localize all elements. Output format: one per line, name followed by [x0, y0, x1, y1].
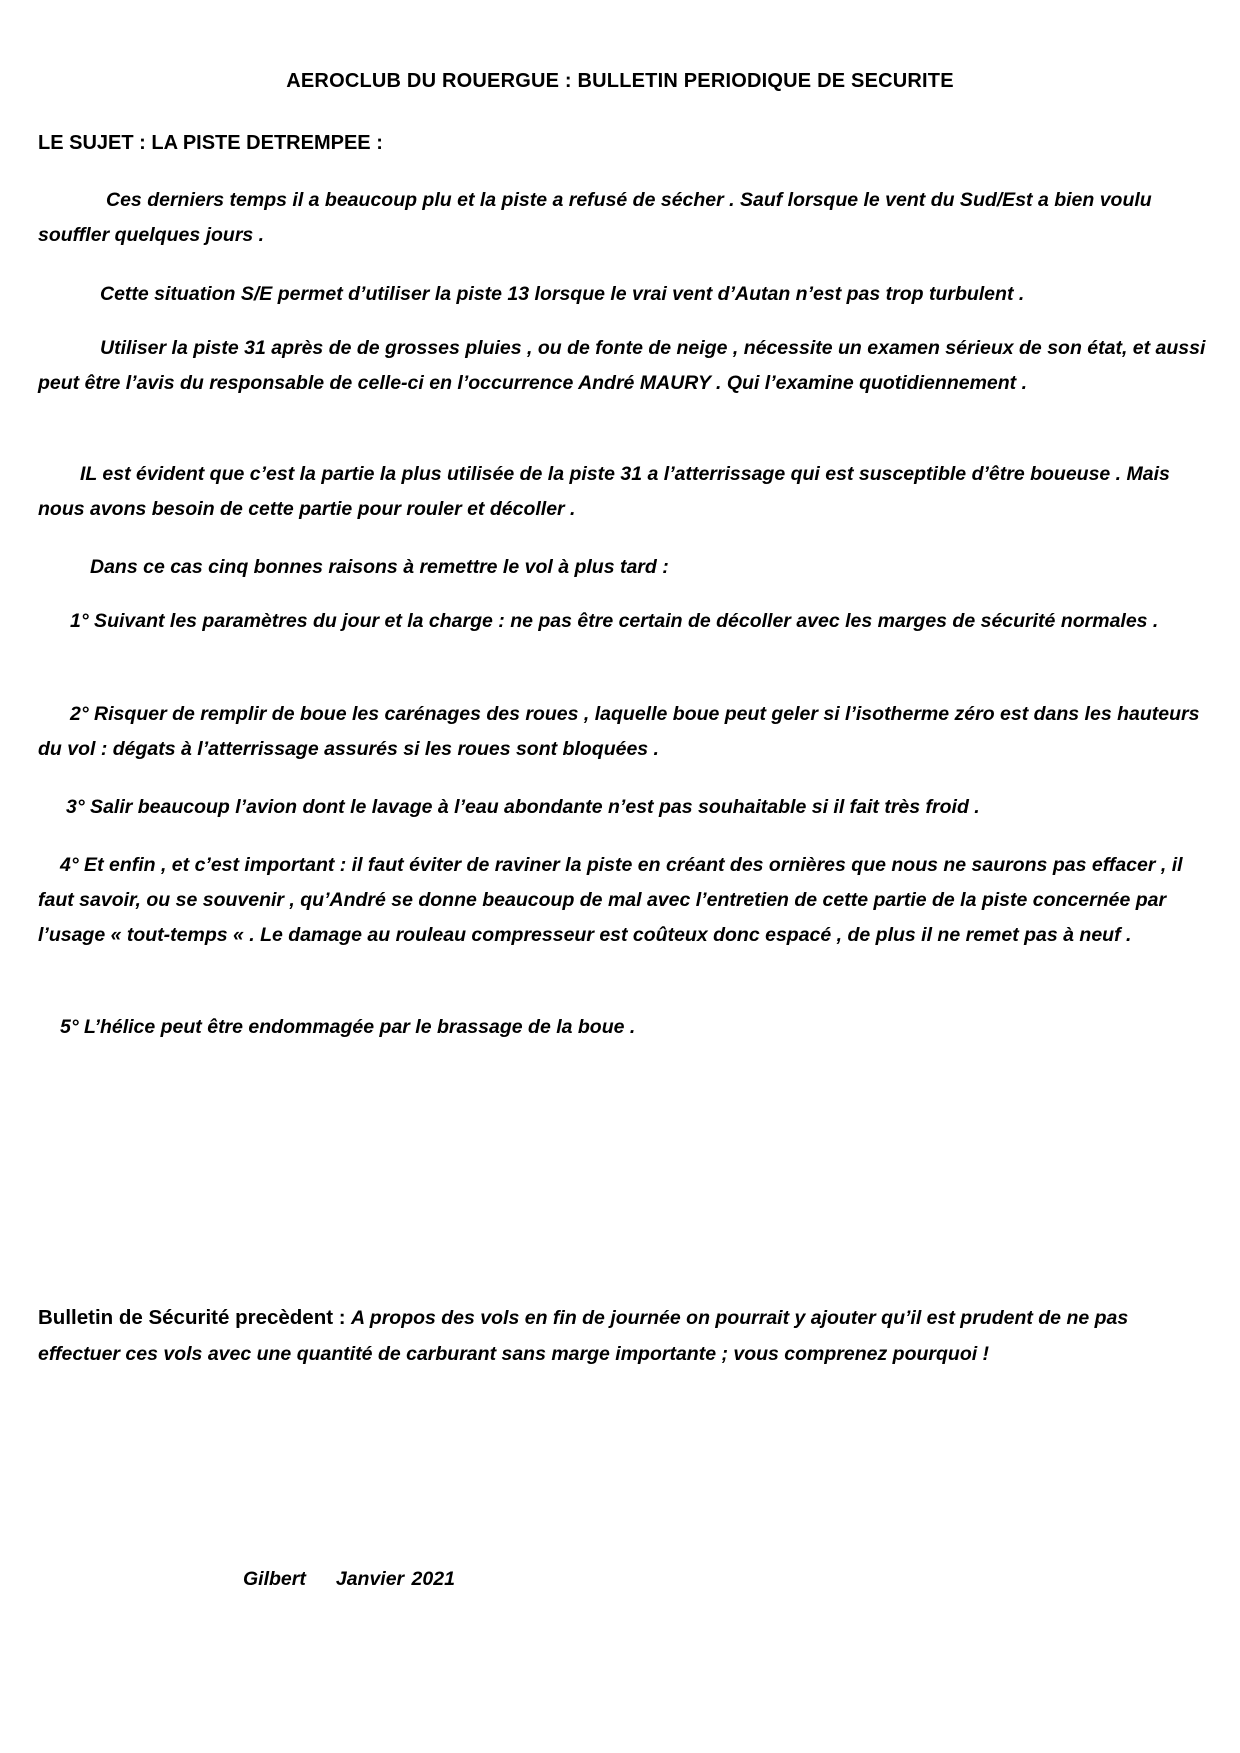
signature-date: Janvier 2021 [335, 1568, 455, 1590]
signature [243, 1568, 455, 1591]
signature-name: Gilbert [243, 1568, 306, 1590]
reason-1: 1° Suivant les paramètres du jour et la charge : ne pas être certain de décoller avec les marges de sécurité normales . [70, 610, 1159, 632]
document-title: AEROCLUB DU ROUERGUE : BULLETIN PERIODIQUE DE SECURITE [286, 70, 954, 92]
previous-bulletin [38, 1300, 1208, 1372]
reason-3: 3° Salir beaucoup l’avion dont le lavage à l’eau abondante n’est pas souhaitable si il fait très froid . [66, 796, 980, 818]
paragraph-rain: Ces derniers temps il a beaucoup plu et la piste a refusé de sécher . Sauf lorsque le vent du Sud/Est a bien voulu souffler quelques jours . [38, 189, 1152, 246]
reason-4: 4° Et enfin , et c’est important : il faut éviter de raviner la piste en créant des ornières que nous ne saurons pas effacer , il faut savoir, ou se souvenir , qu’André se donne beaucoup de mal avec l’entretien de cette partie de la piste concernée par l’usage « tout-temps « . Le damage au rouleau compresseur est coûteux donc espacé , de plus il ne remet pas à neuf . [38, 854, 1183, 946]
previous-bulletin-text: A propos des vols en fin de journée on pourrait y ajouter qu’il est prudent de ne pas effectuer ces vols avec une quantité de carburant sans marge importante ; vous comprenez pourquoi ! [38, 1307, 1129, 1365]
paragraph-muddy-section: IL est évident que c’est la partie la plus utilisée de la piste 31 a l’atterrissage qui est susceptible d’être boueuse . Mais nous avons besoin de cette partie pour rouler et décoller . [38, 463, 1170, 520]
paragraph-runway-13: Cette situation S/E permet d’utiliser la piste 13 lorsque le vrai vent d’Autan n’est pas trop turbulent . [100, 283, 1025, 305]
previous-bulletin-label: Bulletin de Sécurité precèdent : [38, 1306, 346, 1329]
paragraph-runway-31-inspection: Utiliser la piste 31 après de de grosses pluies , ou de fonte de neige , nécessite un examen sérieux de son état, et aussi peut être l’avis du responsable de celle-ci en l’occurrence André MAURY . Qui l’examine quotidiennement . [38, 337, 1206, 394]
paragraph-five-reasons-intro: Dans ce cas cinq bonnes raisons à remettre le vol à plus tard : [90, 556, 669, 578]
subject-heading: LE SUJET : LA PISTE DETREMPEE : [38, 132, 383, 154]
reason-2: 2° Risquer de remplir de boue les carénages des roues , laquelle boue peut geler si l’isotherme zéro est dans les hauteurs du vol : dégats à l’atterrissage assurés si les roues sont bloquées . [38, 703, 1200, 760]
reason-5: 5° L’hélice peut être endommagée par le brassage de la boue . [60, 1016, 636, 1038]
